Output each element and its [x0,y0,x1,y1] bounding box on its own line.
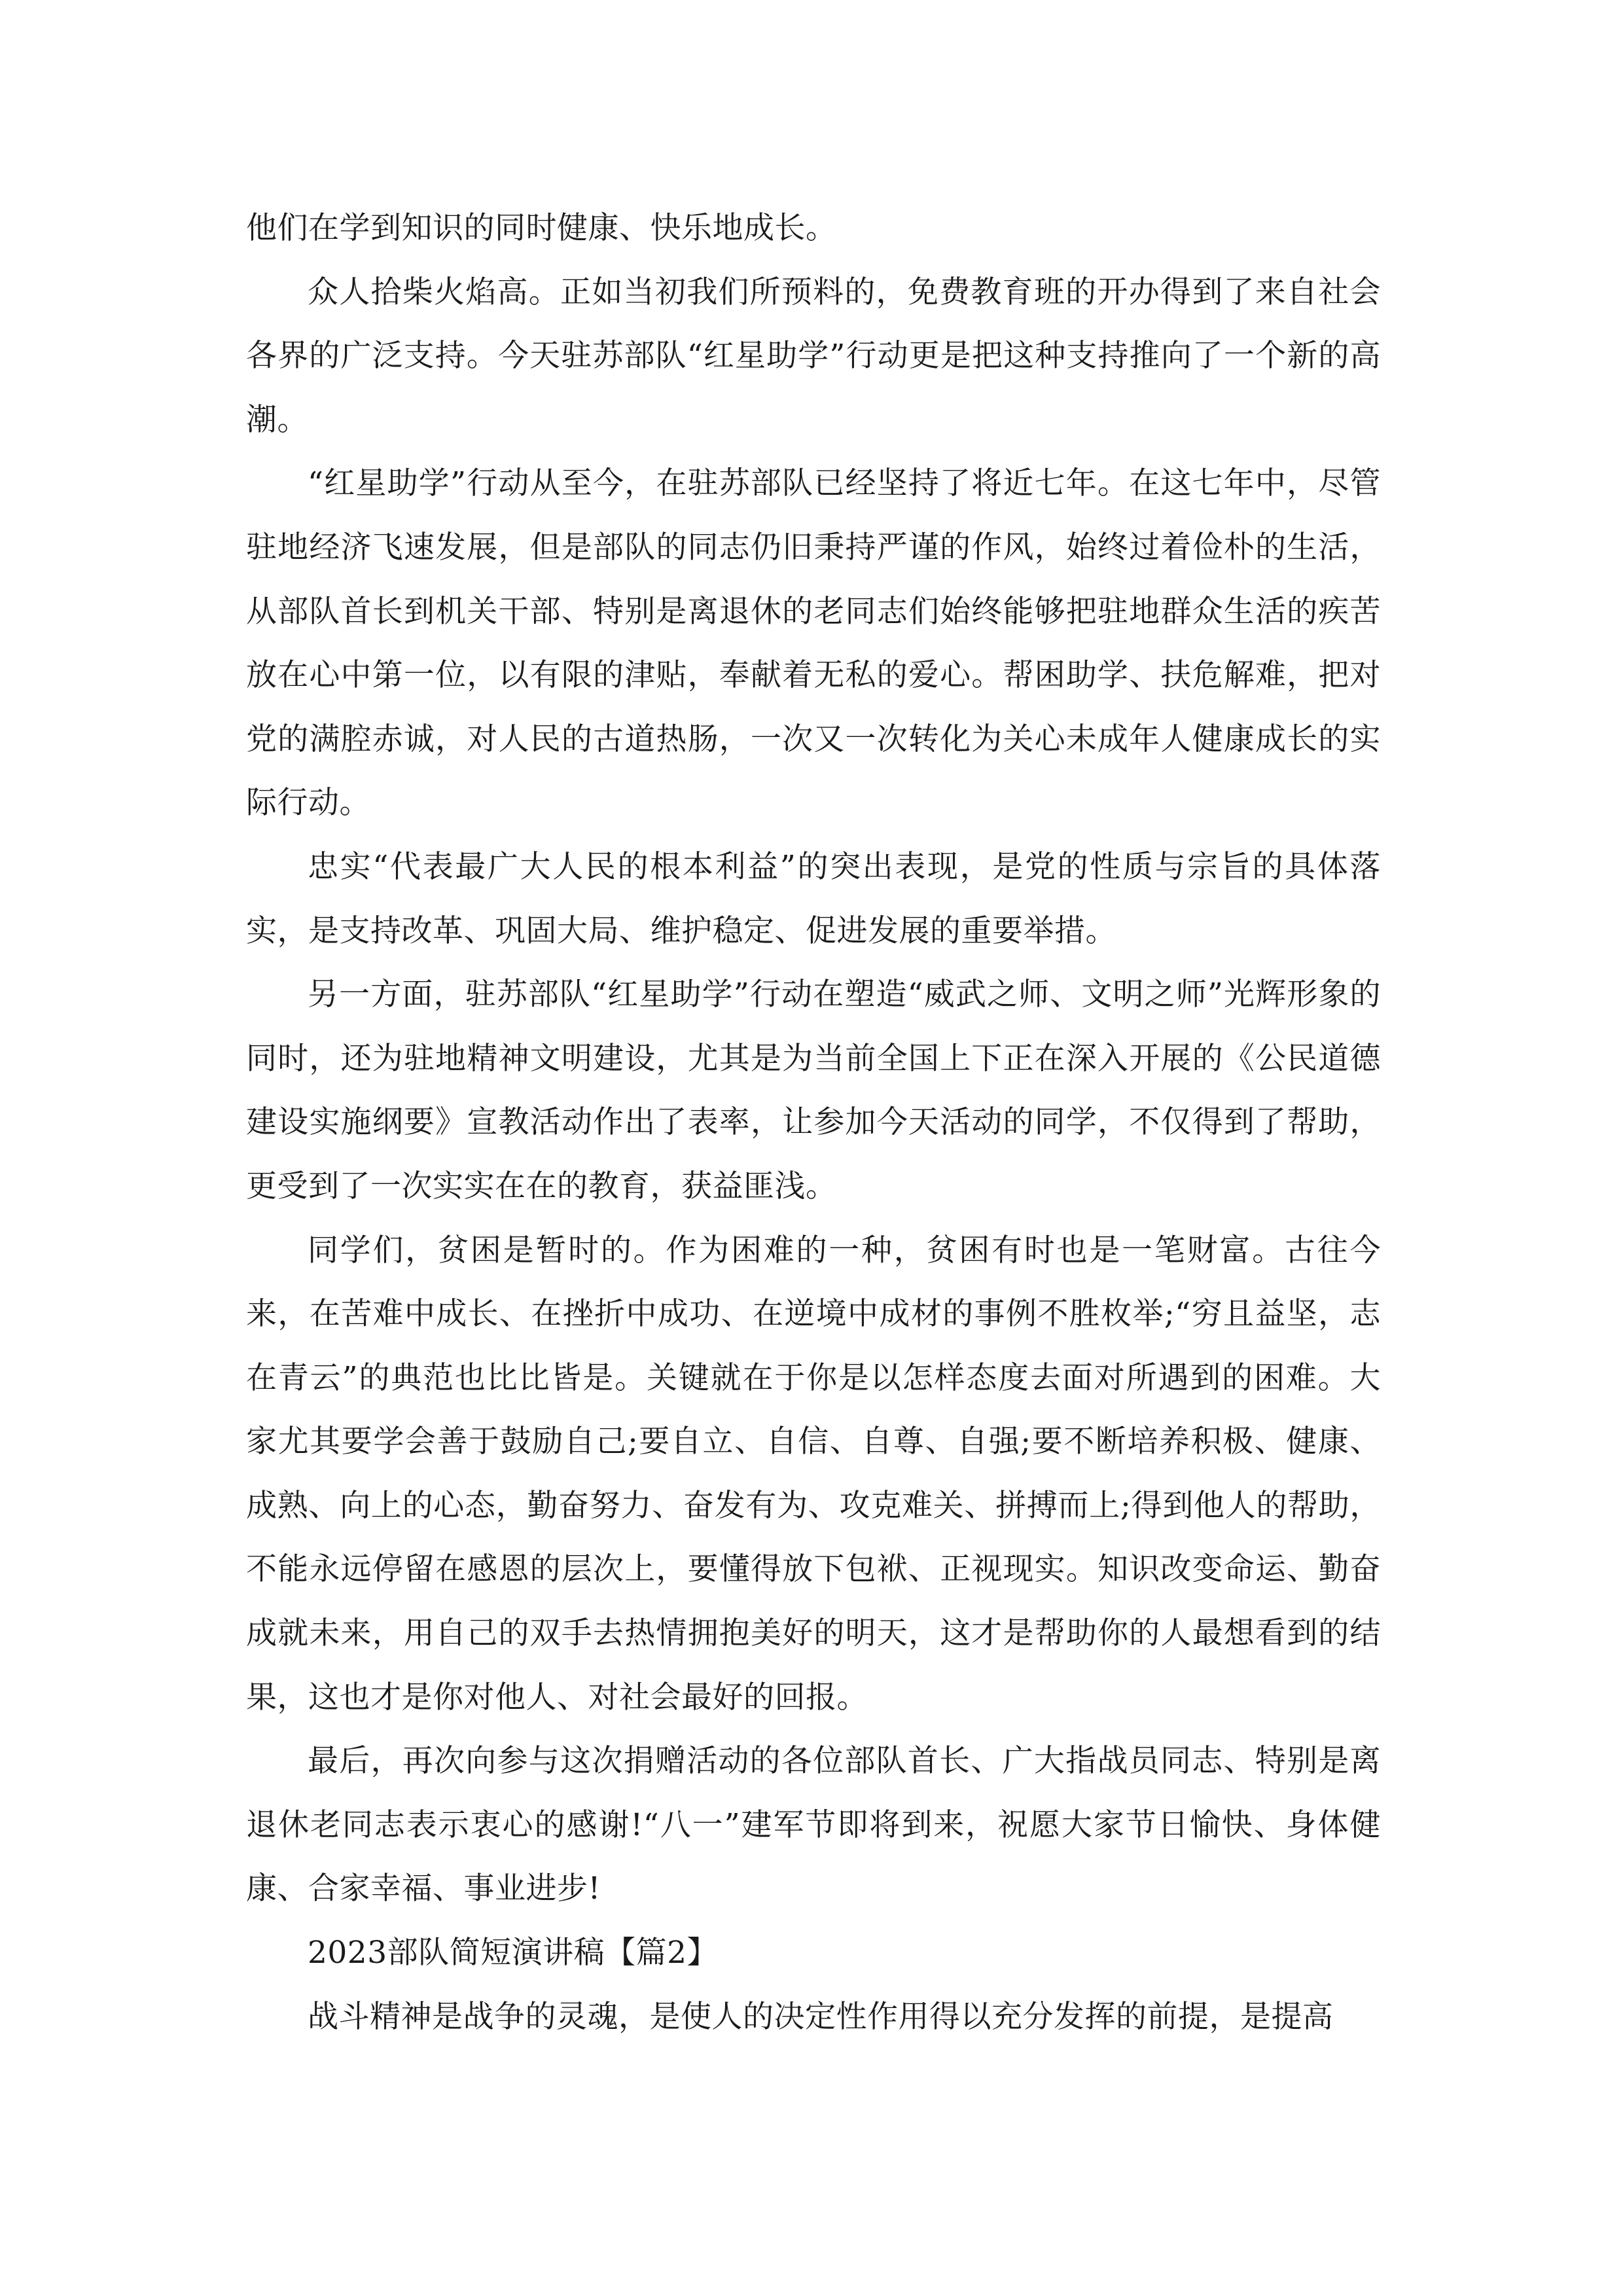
paragraph: 另一方面，驻苏部队“红星助学”行动在塑造“威武之师、文明之师”光辉形象的同时，还为驻地精神文明建设，尤其是为当前全国上下正在深入开展的《公民道德建设实施纲要》宣教活动作出了表率，让参加今天活动的同学，不仅得到了帮助，更受到了一次实实在在的教育，获益匪浅。 [246,977,1381,1204]
paragraph: 战斗精神是战争的灵魂，是使人的决定性作用得以充分发挥的前提，是提高 [308,1998,1334,2035]
document-body [246,196,1381,2049]
paragraph: 最后，再次向参与这次捐赠活动的各位部队首长、广大指战员同志、特别是离退休老同志表示衷心的感谢!“八一”建军节即将到来，祝愿大家节日愉快、身体健康、合家幸福、事业进步! [246,1743,1381,1907]
paragraph-continuation: 他们在学到知识的同时健康、快乐地成长。 [246,210,837,246]
section-heading: 2023部队简短演讲稿【篇2】 [308,1935,719,1971]
paragraph: 忠实“代表最广大人民的根本利益”的突出表现，是党的性质与宗旨的具体落实，是支持改革、巩固大局、维护稳定、促进发展的重要举措。 [246,848,1381,949]
paragraph: 同学们，贫困是暂时的。作为困难的一种，贫困有时也是一笔财富。古往今来，在苦难中成长、在挫折中成功、在逆境中成材的事例不胜枚举;“穷且益坚，志在青云”的典范也比比皆是。关键就在于你是以怎样态度去面对所遇到的困难。大家尤其要学会善于鼓励自己;要自立、自信、自尊、自强;要不断培养积极、健康、成熟、向上的心态，勤奋努力、奋发有为、攻克难关、拼搏而上;得到他人的帮助，不能永远停留在感恩的层次上，要懂得放下包袱、正视现实。知识改变命运、勤奋成就未来，用自己的双手去热情拥抱美好的明天，这才是帮助你的人最想看到的结果，这也才是你对他人、对社会最好的回报。 [246,1232,1381,1715]
paragraph: “红星助学”行动从至今，在驻苏部队已经坚持了将近七年。在这七年中，尽管驻地经济飞速发展，但是部队的同志仍旧秉持严谨的作风，始终过着俭朴的生活，从部队首长到机关干部、特别是离退休的老同志们始终能够把驻地群众生活的疾苦放在心中第一位，以有限的津贴，奉献着无私的爱心。帮困助学、扶危解难，把对党的满腔赤诚，对人民的古道热肠，一次又一次转化为关心未成年人健康成长的实际行动。 [246,465,1381,821]
paragraph: 众人拾柴火焰高。正如当初我们所预料的，免费教育班的开办得到了来自社会各界的广泛支持。今天驻苏部队“红星助学”行动更是把这种支持推向了一个新的高潮。 [246,274,1381,438]
